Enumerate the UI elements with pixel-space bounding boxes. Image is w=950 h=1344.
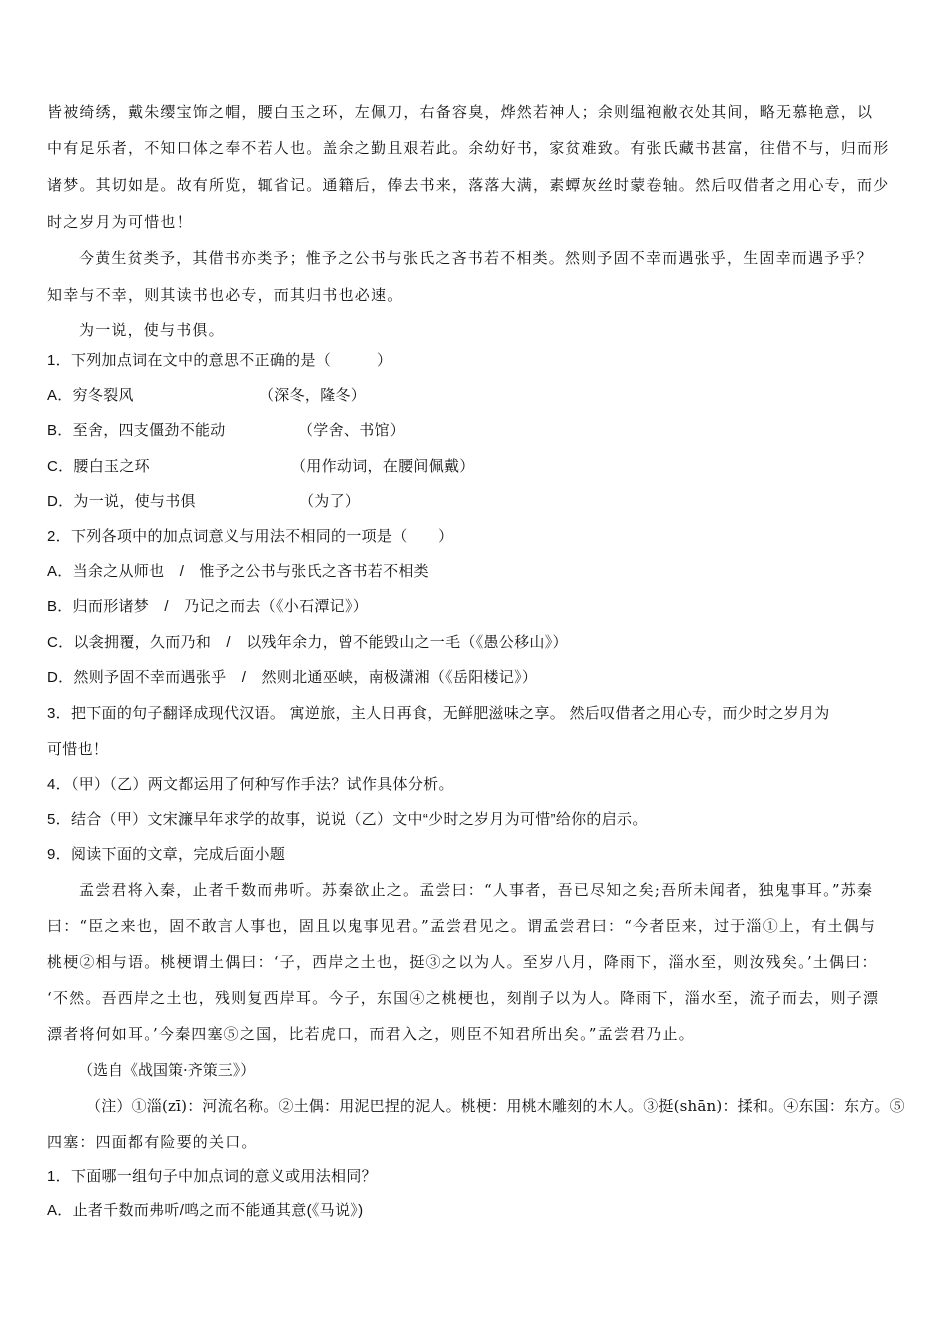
passage-line: 孟尝君将入秦，止者千数而弗听。苏秦欲止之。孟尝曰：“人事者，吾已尽知之矣;吾所未闻者，独鬼事耳。”苏秦 [79,881,874,899]
passage-line: 知幸与不幸，则其读书也必专，而其归书也必速。 [47,286,404,304]
passage-line: 皆被绮绣，戴朱缨宝饰之帽，腰白玉之环，左佩刀，右备容臭，烨然若神人；余则缊袍敝衣处其间，略无慕艳意，以 [47,103,874,121]
question-2-option-d: D．然则予固不幸而遇张乎 / 然则北通巫峡，南极潇湘（《岳阳楼记》） [47,669,538,686]
passage-line: ‘不然。吾西岸之土也，残则复西岸耳。今子，东国④之桃梗也，刻削子以为人。降雨下，淄水至，流子而去，则子漂 [47,989,880,1007]
passage-source: （选自《战国策·齐策三》） [78,1061,256,1079]
option-note: （深冬，隆冬） [259,387,367,404]
question-1-option-a [47,386,367,406]
annotation-line: （注）①淄(zī)：河流名称。②土偶：用泥巴捏的泥人。桃梗：用桃木雕刻的木人。③挺(shān)：揉和。④东国：东方。⑤ [86,1097,905,1115]
option-text: D．为一说，使与书俱 [47,493,196,510]
passage-line: 曰：“臣之来也，固不敢言人事也，固且以鬼事见君。”孟尝君见之。谓孟尝君曰：“今者臣来，过于淄①上，有土偶与 [47,917,877,935]
option-note: （用作动词，在腰间佩戴） [291,458,475,475]
question-5: 5．结合（甲）文宋濂早年求学的故事，说说（乙）文中“少时之岁月为可惜”给你的启示。 [47,811,648,828]
question-1-stem: 1．下列加点词在文中的意思不正确的是（ ） [47,352,393,369]
question-2-option-c: C．以衾拥覆，久而乃和 / 以残年余力，曾不能毁山之一毛（《愚公移山》） [47,634,568,651]
passage-line: 为一说，使与书俱。 [79,321,225,339]
option-text: C．腰白玉之环 [47,458,150,475]
question-1-option-d [47,492,361,512]
annotation-line: 四塞：四面都有险要的关口。 [47,1133,258,1151]
question-1-option-c [47,457,475,477]
question-3-line: 可惜也！ [47,741,109,758]
question-2-option-b: B．归而形诸梦 / 乃记之而去（《小石潭记》） [47,598,369,615]
question-9-sub1-stem: 1．下面哪一组句子中加点词的意义或用法相同？ [47,1168,377,1185]
option-note: （为了） [299,493,361,510]
passage-line: 时之岁月为可惜也！ [47,213,193,231]
passage-line: 今黄生贫类予，其借书亦类予；惟予之公书与张氏之吝书若不相类。然则予固不幸而遇张乎，生固幸而遇予乎？ [79,249,873,267]
question-2-option-a: A．当余之从师也 / 惟予之公书与张氏之吝书若不相类 [47,563,429,580]
option-note: （学舍、书馆） [298,422,406,439]
passage-line: 漂者将何如耳。’今秦四塞⑤之国，比若虎口，而君入之，则臣不知君所出矣。”孟尝君乃止。 [47,1025,695,1043]
question-1-option-b [47,421,406,441]
option-text: B．至舍，四支僵劲不能动 [47,422,226,439]
option-text: A．穷冬裂风 [47,387,134,404]
passage-line: 诸梦。其切如是。故有所览，辄省记。通籍后，俸去书来，落落大满，素蟫灰丝时蒙卷轴。然后叹借者之用心专，而少 [47,176,890,194]
question-2-stem: 2．下列各项中的加点词意义与用法不相同的一项是（ ） [47,528,454,545]
passage-line: 中有足乐者，不知口体之奉不若人也。盖余之勤且艰若此。余幼好书，家贫难致。有张氏藏书甚富，往借不与，归而形 [47,139,890,157]
question-9-heading: 9．阅读下面的文章，完成后面小题 [47,846,286,863]
passage-line: 桃梗②相与语。桃梗谓土偶曰：‘子，西岸之土也，挺③之以为人。至岁八月，降雨下，淄水至，则汝残矣。’土偶曰： [47,953,878,971]
question-4: 4．（甲）（乙）两文都运用了何种写作手法？试作具体分析。 [47,776,454,793]
question-9-sub1-option-a: A．止者千数而弗听/鸣之而不能通其意(《马说》) [47,1202,364,1219]
question-3-line: 3．把下面的句子翻译成现代汉语。 寓逆旅，主人日再食，无鲜肥滋味之享。 然后叹借者之用心专，而少时之岁月为 [47,705,830,722]
